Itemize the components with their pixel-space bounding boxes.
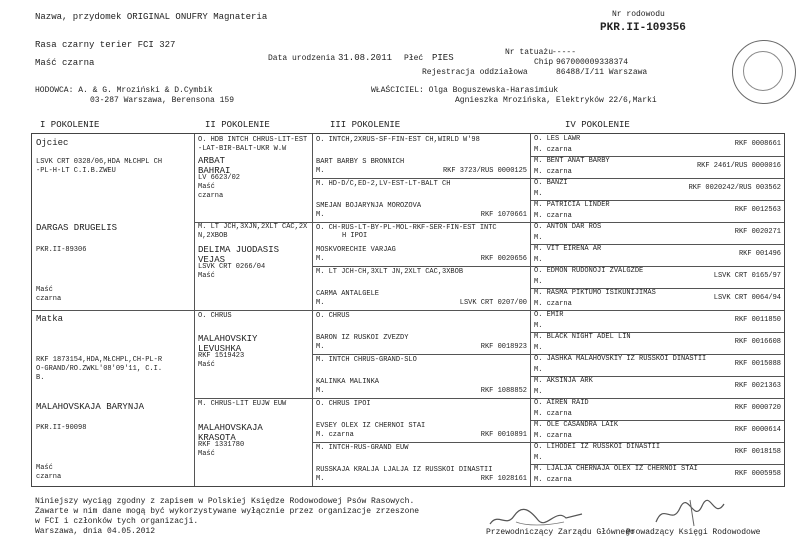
gen4-name: O. LIHODEI IZ RUSSKOI DINASTII [534,443,661,451]
footer-line-2: Zawarte w nim dane mogą być wykorzystywane wyłącznie przez organizacje zrzeszone [35,507,420,516]
signature-label-registrar: Prowadzący Księgi Rodowodowe [626,528,761,537]
gen4-name: M. BLACK NIGHT ADEL LIN [534,333,631,341]
gen2-name: DELIMA JUODASIS [198,245,280,255]
gen4-colour: M. czarna [534,146,572,154]
gen2-detail: M. CHRUS-LIT EUJW EUW [198,400,287,408]
gen4-colour: M. czarna [534,212,572,220]
gen4-name: O. ANTON DAR ROS [534,223,602,231]
gen-2-header: II POKOLENIE [205,120,270,130]
gen1-detail: czarna [36,295,62,303]
signature-icon [650,496,730,530]
gen2-detail: RKF 1519423 [198,352,245,360]
gen2-detail: O. HDB INTCH CHRUS-LIT-EST [198,136,308,144]
gen3-registration: RKF 1088852 [480,387,527,395]
gen2-detail: O. CHRUS [198,312,232,320]
gen4-registration: LSVK CRT 0165/97 [713,272,781,280]
breeder-line-1: HODOWCA: A. & G. Mroziński & D.Cymbik [35,86,213,95]
gen4-name: M. PATRICIA LINDER [534,201,610,209]
gen3-name: BARON IZ RUSKOI ZVEZDY [316,334,409,342]
gen3-registration: RKF 0018923 [480,343,527,351]
gen4-registration: RKF 0020242/RUS 003562 [688,184,781,192]
gen4-registration: RKF 2461/RUS 0000016 [696,162,781,170]
sex-value: PIES [432,53,454,63]
gen1-detail: Maść [36,286,53,294]
dob-value: 31.08.2011 [338,53,393,63]
gen4-registration: RKF 0015088 [734,360,781,368]
gen3-colour: M. [316,167,325,175]
gen-3-header: III POKOLENIE [330,120,401,130]
gen4-registration: RKF 0005958 [734,470,781,478]
breed-line: Rasa czarny terier FCI 327 [35,40,176,50]
gen2-name: MALAHOVSKIY [198,334,258,344]
gen4-name: M. LJALJA CHERNAJA OLEX IZ CHERNOI STAI [534,465,698,473]
gen4-colour: M. [534,322,543,330]
gen4-registration: RKF 0012563 [734,206,781,214]
chip-label: Chip [534,58,554,67]
gen4-registration: RKF 0000614 [734,426,781,434]
gen2-detail: M. LT JCH,3XJN,2XLT CAC,2X [198,223,308,231]
pedigree-table [31,133,785,487]
gen4-colour: M. [534,190,543,198]
gen4-name: O. BANZI [534,179,568,187]
chip-value: 967000009338374 [556,58,629,67]
gen3-name: CARMA ANTALGELE [316,290,380,298]
gen3-title-cont: H IPOI [342,232,368,240]
gen2-name: MALAHOVSKAJA [198,423,263,433]
gen4-colour: M. [534,234,543,242]
round-stamp-icon [732,40,796,104]
gen2-detail: N,2XBOB [198,232,228,240]
gen3-name: RUSSKAJA KRALJA LJALJA IZ RUSSKOI DINASTII [316,466,493,474]
gen3-name: MOSKVORECHIE VARJAG [316,246,396,254]
gen3-registration: RKF 1028161 [480,475,527,483]
gen2-detail: -LAT-BIR-BALT-UKR W.W [198,145,287,153]
gen4-colour: M. [534,366,543,374]
gen1-detail: PKR.II-89306 [36,246,87,254]
gen1-detail: RKF 1873154,HDA,MŁCHPL,CH-PL-R [36,356,163,364]
footer-line-1: Niniejszy wyciąg zgodny z zapisem w Polskiej Księdze Rodowodowej Psów Rasowych. [35,497,415,506]
gen4-name: M. AKSINJA ARK [534,377,593,385]
breeder-line-2: 03-287 Warszawa, Berensona 159 [90,96,235,105]
gen1-detail: Maść [36,464,53,472]
footer-line-3: w FCI i członków tych organizacji. [35,517,199,526]
gen4-registration: RKF 0000720 [734,404,781,412]
gen4-registration: RKF 0011850 [734,316,781,324]
gen1-detail: PKR.II-90098 [36,424,87,432]
gen2-detail: RKF 1331780 [198,441,245,449]
gen2-name: BAHRAI [198,166,231,176]
gen1-name: MALAHOVSKAJA BARYNJA [36,402,145,412]
registration-value: 86488/I/11 Warszawa [556,68,648,77]
gen3-name: SMEJAN BOJARYNJA MOROZOVA [316,202,422,210]
tattoo-label: Nr tatuażu [505,48,554,57]
footer-date: Warszawa, dnia 04.05.2012 [35,527,156,536]
gen3-registration: RKF 3723/RUS 0000125 [442,167,527,175]
gen2-detail: LSVK CRT 0266/04 [198,263,266,271]
gen4-name: O. LES LAWR [534,135,581,143]
gen2-detail: Maść [198,450,215,458]
gen4-colour: M. czarna [534,432,572,440]
generation-headers [0,120,800,132]
gen2-detail: Maść [198,361,215,369]
gen4-name: O. EDMON RUDONOJI ZVALGZDE [534,267,644,275]
gen3-colour: M. czarna [316,431,354,439]
gen4-name: M. RASMA PIKTUMO ISIKUNIJIMAS [534,289,656,297]
gen1-detail: B. [36,374,45,382]
gen4-colour: M. czarna [534,168,572,176]
gen4-colour: M. [534,388,543,396]
row-divider [194,398,784,399]
gen3-registration: RKF 0020656 [480,255,527,263]
gen4-registration: RKF 0016608 [734,338,781,346]
gen-4-header: IV POKOLENIE [565,120,630,130]
gen2-detail: czarna [198,192,224,200]
sex-label: Płeć [404,54,424,63]
dob-label: Data urodzenia [268,54,336,63]
gen2-name: VEJAS [198,255,226,265]
gen3-title: O. INTCH,2XRUS-SF-FIN-EST CH,WIRLD W'98 [316,136,480,144]
signature-label-chairman: Przewodniczący Zarządu Głównego [486,528,635,537]
gen2-name: KRASOTA [198,433,236,443]
gen1-name: DARGAS DRUGELIS [36,223,118,233]
gen3-colour: M. [316,211,325,219]
gen1-detail: -PL-H-LT C.I.B.ZWEU [36,167,116,175]
gen4-colour: M. czarna [534,410,572,418]
gen1-name: Ojciec [36,138,69,148]
gen4-name: O. JASHKA MALAHOVSKIY IZ RUSSKOI DINASTII [534,355,707,363]
gen3-name: EVSEY OLEX IZ CHERNOI STAI [316,422,426,430]
gen3-title: M. HD-D/C,ED-2,LV-EST-LT-BALT CH [316,180,451,188]
tattoo-value: ----- [552,48,577,57]
gen3-colour: M. [316,387,325,395]
owner-line-2: Agnieszka Mrozińska, Elektryków 22/6,Marki [455,96,657,105]
gen4-name: M. OLE CASANDRA LAIK [534,421,619,429]
gen3-registration: RKF 0010891 [480,431,527,439]
gen4-colour: M. [534,256,543,264]
gen4-colour: M. [534,454,543,462]
gen4-colour: M. [534,344,543,352]
colour-line: Maść czarna [35,58,95,68]
gen3-title: O. CHRUS IPOI [316,400,371,408]
gen2-name: LEVUSHKA [198,344,242,354]
gen3-title: M. INTCH-RUS-GRAND EUW [316,444,409,452]
owner-line-1: WŁAŚCICIEL: Olga Boguszewska-Harasimiuk [371,86,559,95]
gen3-colour: M. [316,343,325,351]
gen-1-header: I POKOLENIE [40,120,100,130]
pedigree-number-label: Nr rodowodu [612,10,665,19]
gen2-name: ARBAT [198,156,226,166]
gen3-registration: LSVK CRT 0207/00 [459,299,527,307]
gen4-registration: LSVK CRT 0064/94 [713,294,781,302]
gen3-title: O. CH-RUS-LT-BY-PL-MOL-RKF-SER-FIN-EST INTC [316,224,497,232]
gen2-detail: Maść [198,183,215,191]
gen4-name: M. BENT ANAT BARBY [534,157,610,165]
gen1-detail: O-GRAND/RO.ZWKL'08'09'11, C.I. [36,365,163,373]
gen4-registration: RKF 001496 [738,250,781,258]
gen4-registration: RKF 0021363 [734,382,781,390]
gen4-colour: M. czarna [534,476,572,484]
gen3-colour: M. [316,255,325,263]
gen4-registration: RKF 0008661 [734,140,781,148]
gen4-name: O. AIREN RAID [534,399,589,407]
gen3-colour: M. [316,299,325,307]
gen1-detail: czarna [36,473,62,481]
gen4-name: M. VIT EIRENA AR [534,245,602,253]
gen1-name: Matka [36,314,64,324]
gen4-name: O. EMIR [534,311,564,319]
gen4-colour: M. [534,278,543,286]
gen3-title: M. LT JCH-CH,3XLT JN,2XLT CAC,3XBOB [316,268,464,276]
signature-icon [486,500,586,530]
pedigree-number: PKR.II-109356 [600,22,686,34]
gen1-detail: LSVK CRT 0328/06,HDA MŁCHPL CH [36,158,163,166]
gen3-name: KALINKA MALINKA [316,378,380,386]
gen4-registration: RKF 0020271 [734,228,781,236]
registration-label: Rejestracja oddziałowa [422,68,528,77]
gen4-colour: M. czarna [534,300,572,308]
gen4-registration: RKF 0018158 [734,448,781,456]
gen3-name: BART BARBY S BRONNICH [316,158,405,166]
gen2-detail: LV 6623/02 [198,174,241,182]
gen3-title: M. INTCH CHRUS-GRAND-SLO [316,356,417,364]
gen2-detail: Maść [198,272,215,280]
gen3-registration: RKF 1070661 [480,211,527,219]
dog-name-line: Nazwa, przydomek ORIGINAL ONUFRY Magnateria [35,12,268,22]
gen3-colour: M. [316,475,325,483]
row-divider [32,310,784,311]
gen3-title: O. CHRUS [316,312,350,320]
